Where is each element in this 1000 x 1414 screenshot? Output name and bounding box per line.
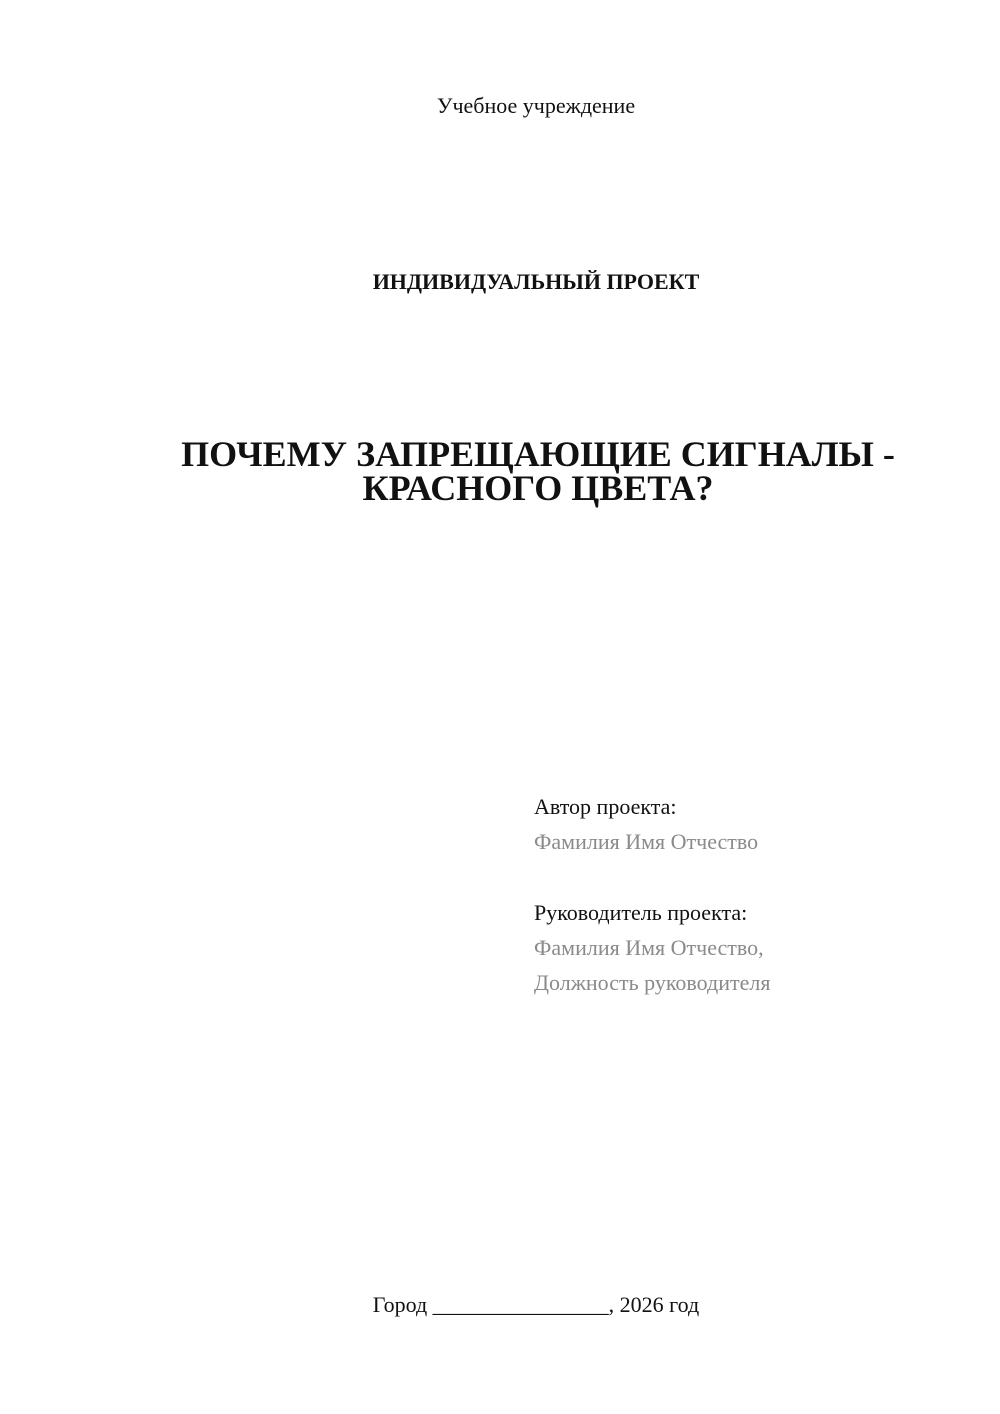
institution-name: Учебное учреждение	[436, 93, 636, 118]
project-people-block	[534, 789, 770, 1000]
supervisor-label: Руководитель проекта:	[534, 900, 748, 925]
supervisor-name: Фамилия Имя Отчество,	[534, 935, 764, 960]
supervisor-position: Должность руководителя	[534, 970, 771, 995]
spacer	[534, 859, 770, 895]
project-title-line-1: ПОЧЕМУ ЗАПРЕЩАЮЩИЕ СИГНАЛЫ -	[181, 434, 895, 474]
project-type-heading: ИНДИВИДУАЛЬНЫЙ ПРОЕКТ	[372, 269, 700, 294]
project-title	[0, 434, 1000, 508]
author-label: Автор проекта:	[534, 794, 677, 819]
city-year-footer: Город ________________, 2026 год	[372, 1292, 700, 1317]
project-title-line-2: КРАСНОГО ЦВЕТА?	[362, 468, 714, 508]
author-name: Фамилия Имя Отчество	[534, 829, 759, 854]
